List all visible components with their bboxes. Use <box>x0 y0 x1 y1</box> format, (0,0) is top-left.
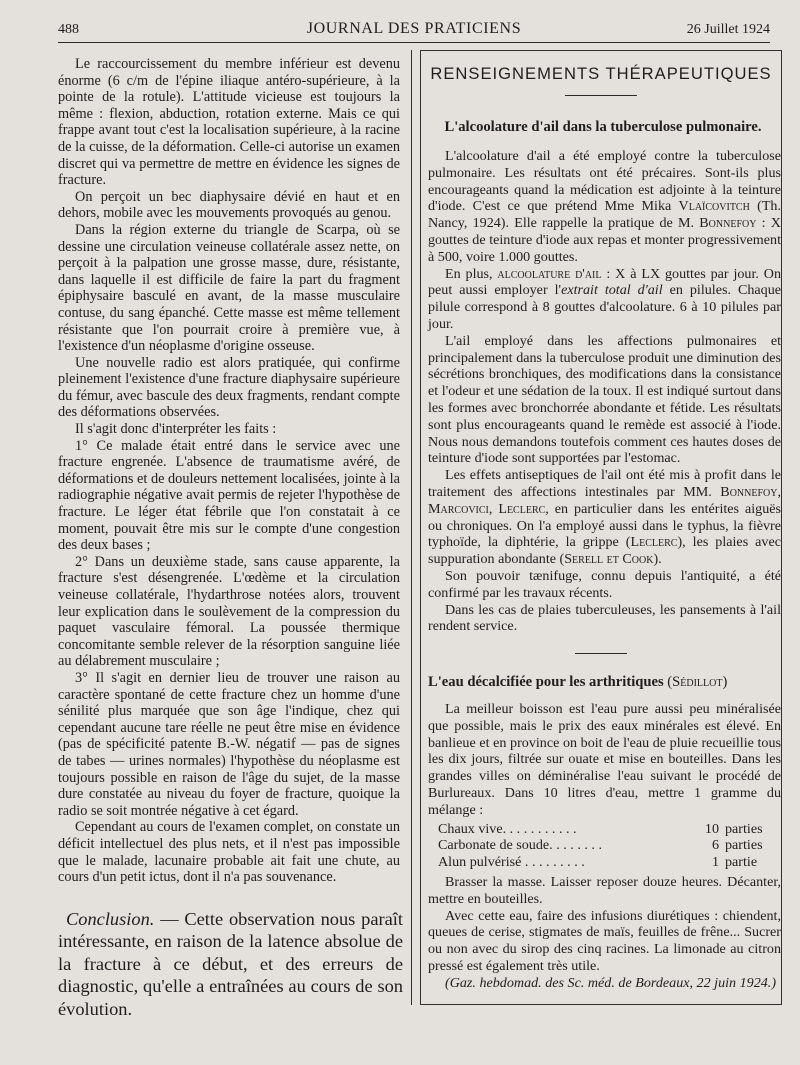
source-citation: (Gaz. hebdomad. des Sc. méd. de Bordeaux, 22 juin 1924.) <box>445 974 777 991</box>
journal-title: JOURNAL DES PRATICIENS <box>306 20 522 37</box>
therapeutic-box <box>420 50 782 1005</box>
paragraph: 3° Il s'agit en dernier lieu de trouver une raison au caractère spontané de cette fracture chez un homme d'une sénilité plus marquée que son âge l'indique, chez qui cependant aucune tare réelle ne peut être mise en évidence (pas de spécificité patente B.-W. négatif — pas de signes de tabes — urines normales) l'hypothèse du néoplasme est toujours possible en raison de l'âge du sujet, de la masse dure constatée au niveau du foyer de fracture, quoique la radio se soit montrée négative à cet égard. <box>58 669 400 819</box>
left-column <box>58 56 400 886</box>
recipe-row: Carbonate de soude. . . . . . . . 6 parties <box>438 837 763 854</box>
paragraph: Dans la région externe du triangle de Scarpa, où se dessine une circulation veineuse collatérale assez nette, on perçoit à la palpation une grosse masse, dure, résistante, dans laquelle il est difficile de faire la part du fragment épiphysaire basculé en avant, de la masse musculaire contuse, du sang épanché. Cette masse est même tellement résistante que l'on pourrait croire à première vue, à l'existence d'un néoplasme d'origine osseuse. <box>58 221 400 355</box>
paragraph: Brasser la masse. Laisser reposer douze heures. Décanter, mettre en bouteilles. <box>428 874 781 907</box>
column-divider <box>411 50 412 1005</box>
paragraph: Son pouvoir tænifuge, connu depuis l'antiquité, a été confirmé par les travaux récents. <box>428 567 781 601</box>
conclusion <box>58 908 403 1020</box>
article-body <box>428 148 781 635</box>
article-separator <box>575 653 627 654</box>
paragraph: En plus, alcoolature d'ail : X à LX gouttes par jour. On peut aussi employer l'extrait total d'ail en pilules. Chaque pilule correspond à 8 gouttes d'alcoolature. 6 à 10 pilules par jour. <box>428 265 782 332</box>
article-body <box>428 701 781 992</box>
conclusion-text: — Cette observation nous paraît intéressante, en raison de la latence absolue de la fracture à ce début, et des erreurs de diagnostic, qu'elle a entraînées au cours de son évolution. <box>58 909 403 1019</box>
page-number: 488 <box>58 22 79 37</box>
article-title: L'alcoolature d'ail dans la tuberculose pulmonaire. <box>444 119 762 135</box>
recipe-row: Alun pulvérisé . . . . . . . . . 1 partie <box>438 853 758 870</box>
paragraph: 1° Ce malade était entré dans le service avec une fracture engrenée. L'absence de traumatisme avéré, de déformations et de douleurs nettement localisées, jointe à la radiographie négative avait permis de rejeter l'hypothèse de fracture. Le léger état fébrile que l'on constatait à ce moment, pouvait être mis sur le compte d'une congestion des deux bases ; <box>58 437 400 554</box>
recipe-row: Chaux vive. . . . . . . . . . . 10 parties <box>438 820 763 837</box>
paragraph: Dans les cas de plaies tuberculeuses, les pansements à l'ail rendent service. <box>428 601 781 635</box>
section-rule <box>565 95 637 96</box>
paragraph: 2° Dans un deuxième stade, sans cause apparente, la fracture s'est désengrenée. L'œdème et la circulation veineuse collatérale, l'hydarthrose notées alors, trouvent leur explication dans le soulèvement de la compression du paquet vasculaire fémoral. La poussée thermique concomitante semble relever de la résorption sanguine liée au délabrement musculaire ; <box>58 553 400 670</box>
paragraph: Les effets antiseptiques de l'ail ont été mis à profit dans le traitement des affections intestinales par MM. Bonnefoy, Marcovici, Leclerc, en particulier dans les entérites aiguës ou chroniques. On l'a employé aussi dans le typhus, la fièvre typhoïde, la diphtérie, la grippe (Leclerc), les plaies avec suppuration abondante (Serell et Cook). <box>428 467 781 568</box>
section-title: RENSEIGNEMENTS THÉRAPEUTIQUES <box>430 64 772 83</box>
paragraph: Le raccourcissement du membre inférieur est devenu énorme (6 c/m de l'épine iliaque antéro-supérieure, à la pointe de la rotule). L'attitude vicieuse est toujours la même : flexion, abduction, rotation externe. Mais ce qui frappe avant tout c'est la localisation supérieure, à la racine de la cuisse, de la déformation. Celle-ci autorise un examen discret qui va permettre de mettre en évidence les signes de fracture. <box>58 56 400 189</box>
paragraph: Il s'agit donc d'interpréter les faits : <box>75 421 277 438</box>
paragraph: Cependant au cours de l'examen complet, on constate un déficit intellectuel des plus nets, et il n'est pas impossible que le malade, lacunaire probable ait fait une chute, au cours d'un petit ictus, dont il n'a pas souvenance. <box>58 819 400 886</box>
conclusion-label: Conclusion. <box>66 909 155 929</box>
recipe-list <box>438 821 781 871</box>
paragraph: L'ail employé dans les affections pulmonaires et principalement dans la tuberculose produit une diminution des sécrétions bronchiques, des modifications dans la consistance et l'odeur et une sédation de la toux. Il est indiqué surtout dans les formes avec bronchorrée abondante et fétide. Les résultats sont plus encourageants quand le remède est associé à l'iode. Nous nous demandons toutefois comment ces hautes doses de teinture d'iode sont supportées par l'estomac. <box>428 332 781 467</box>
article-title: L'eau décalcifiée pour les arthritiques (Sédillot) <box>428 674 728 690</box>
paragraph: On perçoit un bec diaphysaire dévié en haut et en dehors, mobile avec les mouvements provoqués au genou. <box>58 188 400 222</box>
paragraph: La meilleur boisson est l'eau pure aussi peu minéralisée que possible, mais le prix des eaux minérales est élevé. En banlieue et en province on boit de l'eau de pluie recueillie tous les dix jours, filtrée sur ouate et mise en bouteilles. Dans les grandes villes on déminéralise l'eau suivant le procédé de Burlureaux. Dans 10 litres d'eau, mettre 1 gramme du mélange : <box>428 701 781 818</box>
paragraph: Une nouvelle radio est alors pratiquée, qui confirme pleinement l'existence d'une fracture diaphysaire supérieure du fémur, avec bascule des deux fragments, rendant compte des déformations observées. <box>58 354 400 421</box>
issue-date: 26 Juillet 1924 <box>686 22 770 37</box>
paragraph: L'alcoolature d'ail a été employé contre la tuberculose pulmonaire. Les résultats ont été précaires. Sont-ils plus encourageants quand la médication est adjointe à la teinture d'iode. C'est ce que prétend Mme Mika Vlaïcovitch (Th. Nancy, 1924). Elle rappelle la pratique de M. Bonnefoy : X gouttes de teinture d'iode aux repas et monter progressivement à 500, voire 1.000 gouttes. <box>428 148 781 265</box>
page-header <box>58 20 770 43</box>
paragraph: Avec cette eau, faire des infusions diurétiques : chiendent, queues de cerise, stigmates de maïs, feuilles de frêne... Sucrer ou non avec du sirop des cinq racines. La limonade au citron pressé est également très utile. <box>428 907 781 975</box>
